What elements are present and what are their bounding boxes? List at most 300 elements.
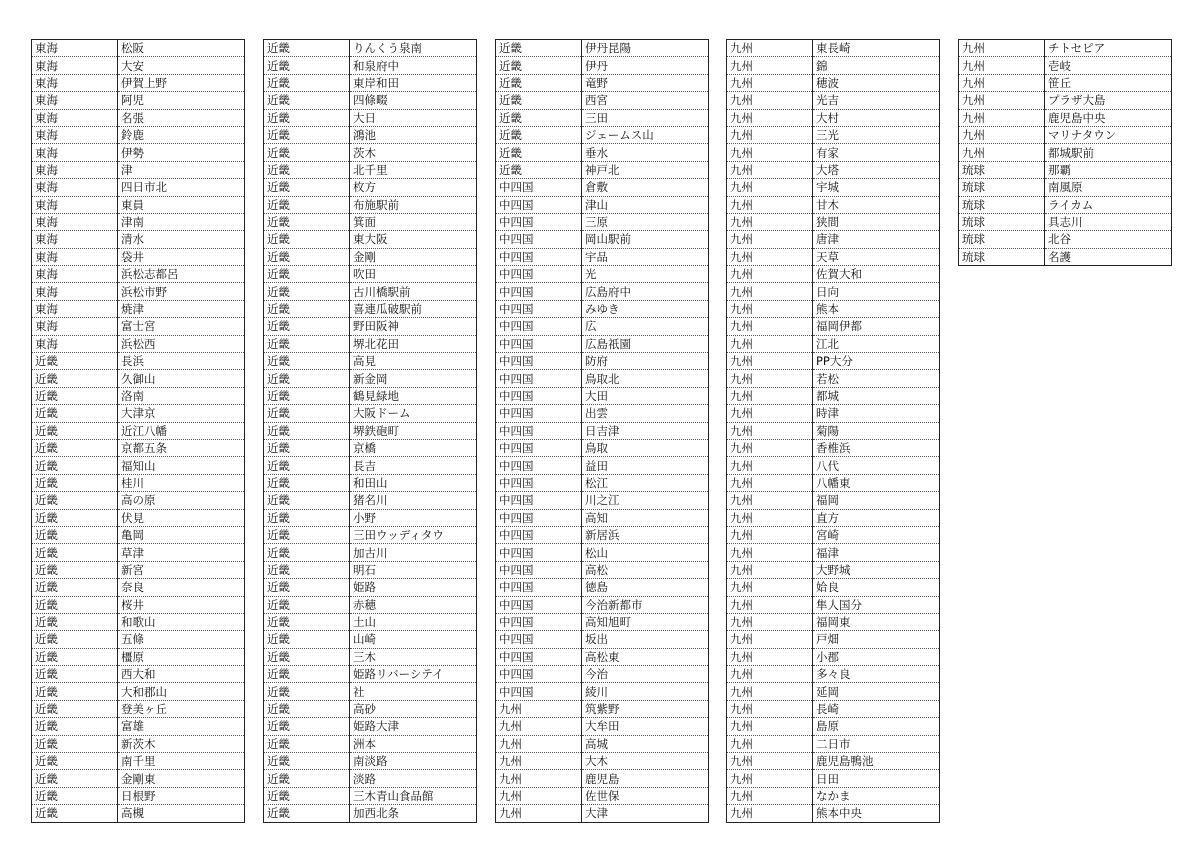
table-row	[496, 300, 709, 317]
store-table-3	[495, 39, 709, 823]
region-cell: 九州	[727, 666, 813, 683]
store-name-cell: 川之江	[582, 492, 709, 509]
region-cell: 近畿	[264, 579, 350, 596]
region-cell: 近畿	[32, 405, 118, 422]
region-cell: 中四国	[496, 248, 582, 265]
store-name-cell: 岡山駅前	[582, 231, 709, 248]
region-cell: 近畿	[264, 666, 350, 683]
region-cell: 東海	[32, 57, 118, 74]
store-name-cell: 伊丹	[582, 57, 709, 74]
store-name-cell: 宇城	[813, 179, 940, 196]
table-row	[727, 422, 940, 439]
store-name-cell: 長浜	[118, 353, 245, 370]
table-row	[32, 683, 245, 700]
store-name-cell: 和田山	[350, 474, 477, 491]
store-name-cell: マリナタウン	[1045, 126, 1172, 143]
store-name-cell: 高砂	[350, 700, 477, 717]
store-name-cell: 倉敷	[582, 179, 709, 196]
store-name-cell: 光	[582, 266, 709, 283]
region-cell: 近畿	[32, 526, 118, 543]
table-row	[264, 405, 477, 422]
region-cell: 九州	[727, 92, 813, 109]
region-cell: 近畿	[264, 544, 350, 561]
region-cell: 九州	[727, 405, 813, 422]
store-name-cell: 益田	[582, 457, 709, 474]
table-row	[496, 579, 709, 596]
table-row	[496, 787, 709, 804]
table-row	[496, 40, 709, 57]
store-name-cell: 浜松志都呂	[118, 266, 245, 283]
table-row	[32, 613, 245, 630]
store-name-cell: 伏見	[118, 509, 245, 526]
region-cell: 近畿	[264, 387, 350, 404]
store-name-cell: 広	[582, 318, 709, 335]
store-name-cell: 江北	[813, 335, 940, 352]
table-row	[496, 179, 709, 196]
store-name-cell: 八代	[813, 457, 940, 474]
table-row	[496, 439, 709, 456]
table-row	[264, 457, 477, 474]
store-name-cell: 竜野	[582, 74, 709, 91]
store-name-cell: 富士宮	[118, 318, 245, 335]
table-row	[496, 561, 709, 578]
table-row	[496, 266, 709, 283]
region-cell: 中四国	[496, 422, 582, 439]
table-row	[727, 474, 940, 491]
region-cell: 近畿	[264, 213, 350, 230]
region-cell: 九州	[727, 57, 813, 74]
store-name-cell: 日根野	[118, 787, 245, 804]
region-cell: 近畿	[264, 805, 350, 822]
store-name-cell: 猪名川	[350, 492, 477, 509]
table-row	[32, 648, 245, 665]
region-cell: 近畿	[32, 492, 118, 509]
store-name-cell: 鳥取	[582, 439, 709, 456]
table-row	[264, 787, 477, 804]
region-cell: 九州	[727, 353, 813, 370]
table-row	[727, 579, 940, 596]
store-name-cell: 八幡東	[813, 474, 940, 491]
store-name-cell: 大日	[350, 109, 477, 126]
region-cell: 近畿	[264, 57, 350, 74]
store-name-cell: 草津	[118, 544, 245, 561]
table-row	[496, 683, 709, 700]
table-row	[496, 405, 709, 422]
table-row	[496, 631, 709, 648]
table-row	[496, 770, 709, 787]
store-name-cell: 戸畑	[813, 631, 940, 648]
table-row	[264, 92, 477, 109]
region-cell: 近畿	[264, 335, 350, 352]
store-name-cell: 鹿児島鴨池	[813, 753, 940, 770]
region-cell: 近畿	[32, 770, 118, 787]
table-row	[496, 144, 709, 161]
region-cell: 近畿	[32, 666, 118, 683]
table-row	[496, 335, 709, 352]
table-row	[264, 57, 477, 74]
table-row	[264, 370, 477, 387]
region-cell: 九州	[959, 126, 1045, 143]
region-cell: 中四国	[496, 596, 582, 613]
table-row	[727, 387, 940, 404]
region-cell: 九州	[727, 526, 813, 543]
store-name-cell: 香椎浜	[813, 439, 940, 456]
table-row	[264, 196, 477, 213]
region-cell: 九州	[727, 805, 813, 822]
region-cell: 九州	[496, 787, 582, 804]
store-name-cell: 福津	[813, 544, 940, 561]
table-row	[32, 266, 245, 283]
store-name-cell: 東員	[118, 196, 245, 213]
region-cell: 近畿	[264, 74, 350, 91]
table-row	[727, 544, 940, 561]
region-cell: 中四国	[496, 631, 582, 648]
region-cell: 九州	[959, 57, 1045, 74]
region-cell: 中四国	[496, 196, 582, 213]
region-cell: 近畿	[32, 544, 118, 561]
region-cell: 近畿	[496, 144, 582, 161]
region-cell: 九州	[727, 770, 813, 787]
region-cell: 近畿	[32, 579, 118, 596]
store-name-cell: 松山	[582, 544, 709, 561]
region-cell: 東海	[32, 40, 118, 57]
table-row	[727, 179, 940, 196]
region-cell: 九州	[727, 544, 813, 561]
store-name-cell: 大阪ドーム	[350, 405, 477, 422]
region-cell: 中四国	[496, 300, 582, 317]
store-name-cell: みゆき	[582, 300, 709, 317]
store-name-cell: 野田阪神	[350, 318, 477, 335]
region-cell: 東海	[32, 335, 118, 352]
region-cell: 九州	[496, 753, 582, 770]
store-name-cell: 広島府中	[582, 283, 709, 300]
store-name-cell: 福岡伊都	[813, 318, 940, 335]
table-row	[32, 596, 245, 613]
region-cell: 東海	[32, 318, 118, 335]
region-cell: 九州	[727, 596, 813, 613]
store-name-cell: 南風原	[1045, 179, 1172, 196]
store-table-5	[958, 39, 1172, 266]
store-name-cell: 三光	[813, 126, 940, 143]
store-name-cell: 天草	[813, 248, 940, 265]
store-name-cell: 熊本	[813, 300, 940, 317]
table-row	[959, 231, 1172, 248]
store-name-cell: 姫路大津	[350, 718, 477, 735]
region-cell: 近畿	[264, 770, 350, 787]
region-cell: 中四国	[496, 561, 582, 578]
store-name-cell: 明石	[350, 561, 477, 578]
region-cell: 近畿	[264, 596, 350, 613]
region-cell: 琉球	[959, 231, 1045, 248]
store-name-cell: 津	[118, 161, 245, 178]
region-cell: 中四国	[496, 579, 582, 596]
store-name-cell: 宇品	[582, 248, 709, 265]
table-row	[496, 283, 709, 300]
store-name-cell: 大木	[582, 753, 709, 770]
store-name-cell: 多々良	[813, 666, 940, 683]
store-name-cell: 京都五条	[118, 439, 245, 456]
region-cell: 近畿	[264, 248, 350, 265]
store-name-cell: 富雄	[118, 718, 245, 735]
table-row	[727, 161, 940, 178]
store-name-cell: 長崎	[813, 700, 940, 717]
region-cell: 中四国	[496, 405, 582, 422]
store-name-cell: 金剛	[350, 248, 477, 265]
region-cell: 東海	[32, 109, 118, 126]
region-cell: 近畿	[264, 196, 350, 213]
table-row	[264, 283, 477, 300]
table-row	[32, 561, 245, 578]
store-name-cell: 伊丹昆陽	[582, 40, 709, 57]
store-name-cell: 茨木	[350, 144, 477, 161]
table-row	[727, 213, 940, 230]
store-name-cell: 鈴鹿	[118, 126, 245, 143]
store-name-cell: 袋井	[118, 248, 245, 265]
region-cell: 近畿	[264, 109, 350, 126]
table-row	[264, 335, 477, 352]
region-cell: 近畿	[32, 683, 118, 700]
region-cell: 近畿	[496, 92, 582, 109]
region-cell: 近畿	[264, 753, 350, 770]
store-name-cell: 直方	[813, 509, 940, 526]
store-name-cell: 喜連瓜破駅前	[350, 300, 477, 317]
store-table-2	[263, 39, 477, 823]
table-row	[727, 683, 940, 700]
region-cell: 近畿	[264, 231, 350, 248]
table-row	[264, 126, 477, 143]
store-name-cell: 浜松西	[118, 335, 245, 352]
region-cell: 近畿	[264, 283, 350, 300]
region-cell: 九州	[727, 787, 813, 804]
store-name-cell: 壱岐	[1045, 57, 1172, 74]
table-row	[496, 196, 709, 213]
table-row	[264, 300, 477, 317]
table-row	[727, 353, 940, 370]
table-row	[264, 439, 477, 456]
region-cell: 九州	[727, 300, 813, 317]
store-name-cell: 新居浜	[582, 526, 709, 543]
store-name-cell: 神戸北	[582, 161, 709, 178]
table-row	[727, 526, 940, 543]
region-cell: 近畿	[264, 631, 350, 648]
region-cell: 中四国	[496, 683, 582, 700]
store-name-cell: 亀岡	[118, 526, 245, 543]
store-name-cell: 和泉府中	[350, 57, 477, 74]
table-row	[264, 718, 477, 735]
table-row	[32, 735, 245, 752]
store-name-cell: 山崎	[350, 631, 477, 648]
store-name-cell: 大津	[582, 805, 709, 822]
region-cell: 近畿	[32, 735, 118, 752]
table-row	[264, 735, 477, 752]
region-cell: 近畿	[264, 492, 350, 509]
region-cell: 近畿	[264, 353, 350, 370]
table-row	[727, 266, 940, 283]
store-name-cell: 四日市北	[118, 179, 245, 196]
store-name-cell: 都城駅前	[1045, 144, 1172, 161]
store-name-cell: ライカム	[1045, 196, 1172, 213]
region-cell: 九州	[727, 196, 813, 213]
region-cell: 近畿	[264, 457, 350, 474]
store-name-cell: 桜井	[118, 596, 245, 613]
store-name-cell: 北谷	[1045, 231, 1172, 248]
store-name-cell: 名張	[118, 109, 245, 126]
table-row	[32, 370, 245, 387]
table-row	[264, 561, 477, 578]
region-cell: 九州	[959, 92, 1045, 109]
region-cell: 九州	[727, 439, 813, 456]
region-cell: 近畿	[264, 161, 350, 178]
store-name-cell: 那覇	[1045, 161, 1172, 178]
region-cell: 九州	[496, 770, 582, 787]
region-cell: 九州	[727, 144, 813, 161]
table-row	[264, 248, 477, 265]
store-name-cell: 堺鉄砲町	[350, 422, 477, 439]
region-cell: 近畿	[496, 109, 582, 126]
store-name-cell: 高見	[350, 353, 477, 370]
region-cell: 近畿	[264, 509, 350, 526]
region-cell: 近畿	[264, 735, 350, 752]
region-cell: 東海	[32, 161, 118, 178]
region-cell: 近畿	[32, 805, 118, 822]
store-name-cell: 布施駅前	[350, 196, 477, 213]
table-row	[727, 648, 940, 665]
store-name-cell: 東長崎	[813, 40, 940, 57]
store-name-cell: 徳島	[582, 579, 709, 596]
table-row	[32, 300, 245, 317]
region-cell: 九州	[727, 248, 813, 265]
table-row	[32, 248, 245, 265]
store-name-cell: 四條畷	[350, 92, 477, 109]
table-row	[32, 439, 245, 456]
store-name-cell: 都城	[813, 387, 940, 404]
store-name-cell: 福岡東	[813, 613, 940, 630]
region-cell: 九州	[727, 648, 813, 665]
store-name-cell: 洲本	[350, 735, 477, 752]
store-name-cell: 日吉津	[582, 422, 709, 439]
store-name-cell: 福知山	[118, 457, 245, 474]
table-row	[264, 266, 477, 283]
store-name-cell: 南淡路	[350, 753, 477, 770]
table-row	[264, 683, 477, 700]
table-row	[32, 422, 245, 439]
store-name-cell: 社	[350, 683, 477, 700]
table-row	[496, 92, 709, 109]
store-name-cell: 鳥取北	[582, 370, 709, 387]
store-name-cell: 登美ヶ丘	[118, 700, 245, 717]
store-name-cell: 名護	[1045, 248, 1172, 265]
store-name-cell: 光吉	[813, 92, 940, 109]
table-row	[496, 109, 709, 126]
table-row	[727, 509, 940, 526]
table-row	[264, 179, 477, 196]
region-cell: 中四国	[496, 213, 582, 230]
store-name-cell: 今治新都市	[582, 596, 709, 613]
table-row	[32, 353, 245, 370]
store-name-cell: 坂出	[582, 631, 709, 648]
table-row	[32, 109, 245, 126]
store-name-cell: 高城	[582, 735, 709, 752]
region-cell: 中四国	[496, 457, 582, 474]
store-name-cell: 姫路	[350, 579, 477, 596]
store-name-cell: 淡路	[350, 770, 477, 787]
region-cell: 近畿	[264, 300, 350, 317]
store-name-cell: 小郡	[813, 648, 940, 665]
store-name-cell: 鹿児島中央	[1045, 109, 1172, 126]
table-row	[727, 753, 940, 770]
region-cell: 中四国	[496, 370, 582, 387]
region-cell: 東海	[32, 213, 118, 230]
region-cell: 近畿	[264, 700, 350, 717]
table-row	[32, 700, 245, 717]
table-row	[727, 92, 940, 109]
store-name-cell: 京橋	[350, 439, 477, 456]
store-name-cell: 高松	[582, 561, 709, 578]
table-row	[32, 509, 245, 526]
table-row	[496, 474, 709, 491]
region-cell: 近畿	[264, 179, 350, 196]
store-name-cell: 防府	[582, 353, 709, 370]
store-name-cell: 筑紫野	[582, 700, 709, 717]
region-cell: 中四国	[496, 526, 582, 543]
table-row	[959, 248, 1172, 265]
region-cell: 中四国	[496, 492, 582, 509]
region-cell: 九州	[727, 126, 813, 143]
table-row	[727, 283, 940, 300]
store-name-cell: 有家	[813, 144, 940, 161]
table-row	[727, 735, 940, 752]
table-row	[727, 561, 940, 578]
region-cell: 近畿	[264, 613, 350, 630]
table-row	[264, 40, 477, 57]
table-row	[727, 248, 940, 265]
region-cell: 九州	[727, 579, 813, 596]
table-row	[264, 526, 477, 543]
table-row	[264, 596, 477, 613]
region-cell: 近畿	[264, 648, 350, 665]
table-row	[32, 74, 245, 91]
store-name-cell: 北千里	[350, 161, 477, 178]
table-row	[496, 596, 709, 613]
store-name-cell: 金剛東	[118, 770, 245, 787]
table-row	[727, 126, 940, 143]
store-name-cell: 佐世保	[582, 787, 709, 804]
store-name-cell: りんくう泉南	[350, 40, 477, 57]
store-name-cell: 新宮	[118, 561, 245, 578]
store-name-cell: 大和郡山	[118, 683, 245, 700]
table-row	[496, 457, 709, 474]
table-row	[264, 770, 477, 787]
table-row	[496, 387, 709, 404]
table-row	[727, 109, 940, 126]
region-cell: 近畿	[32, 718, 118, 735]
store-name-cell: 鶴見緑地	[350, 387, 477, 404]
table-row	[32, 492, 245, 509]
region-cell: 九州	[727, 422, 813, 439]
region-cell: 近畿	[32, 457, 118, 474]
table-row	[727, 57, 940, 74]
store-name-cell: 鹿児島	[582, 770, 709, 787]
table-row	[264, 753, 477, 770]
store-name-cell: 唐津	[813, 231, 940, 248]
table-row	[959, 126, 1172, 143]
region-cell: 東海	[32, 248, 118, 265]
region-cell: 九州	[727, 387, 813, 404]
store-name-cell: 大村	[813, 109, 940, 126]
table-row	[264, 231, 477, 248]
table-row	[32, 753, 245, 770]
region-cell: 東海	[32, 92, 118, 109]
